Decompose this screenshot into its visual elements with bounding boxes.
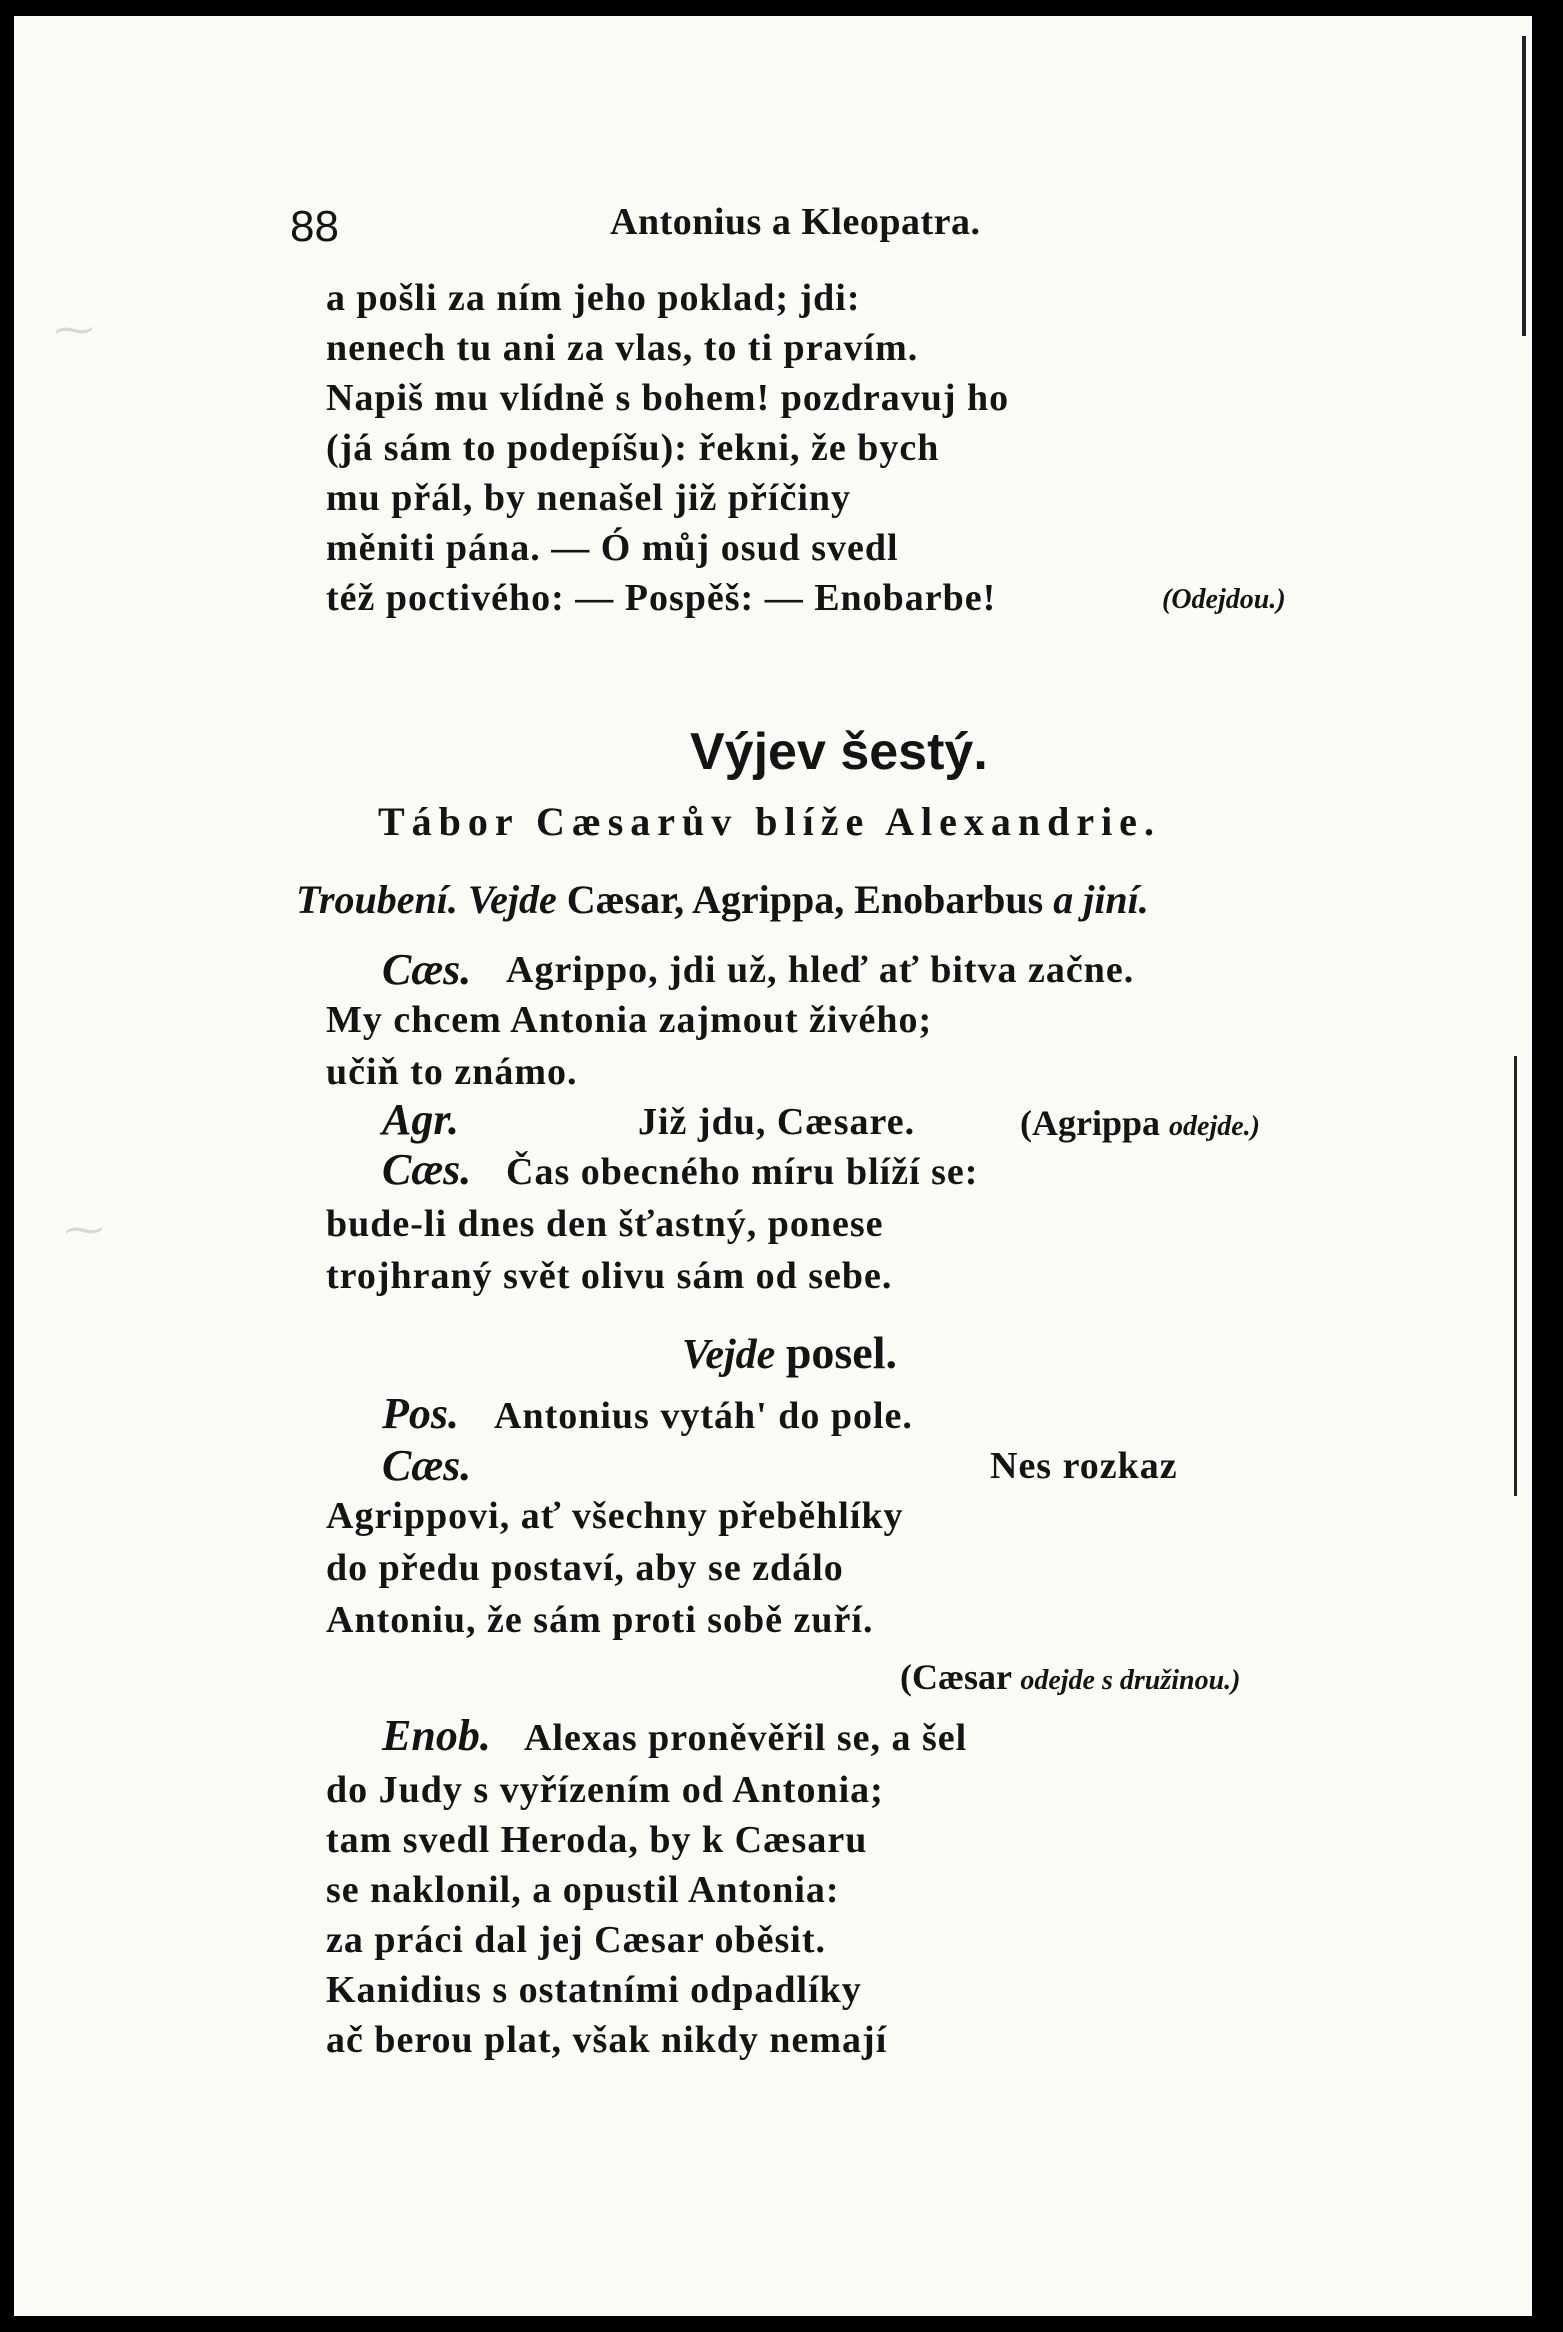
verse-line: učiň to známo. bbox=[326, 1051, 578, 1093]
verse-line: bude-li dnes den šťastný, ponese bbox=[326, 1203, 884, 1245]
speaker-label: Cæs. bbox=[382, 945, 472, 994]
verse-line: též poctivého: — Pospěš: — Enobarbe! bbox=[326, 577, 997, 619]
verse-line: tam svedl Heroda, by k Cæsaru bbox=[326, 1819, 868, 1861]
speaker-label: Enob. bbox=[382, 1711, 491, 1760]
stage-direction-text: odejde.) bbox=[1169, 1111, 1260, 1142]
margin-pencil-mark: ⁓ bbox=[54, 307, 94, 352]
verse-line: Agrippo, jdi už, hleď ať bitva začne. bbox=[506, 949, 1135, 991]
page-number: 88 bbox=[290, 202, 339, 251]
verse-line: (já sám to podepíšu): řekni, že bych bbox=[326, 427, 940, 469]
stage-direction-name: (Agrippa bbox=[1020, 1103, 1161, 1143]
stage-direction-text: odejde s družinou.) bbox=[1020, 1665, 1241, 1696]
speaker-label: Agr. bbox=[382, 1095, 460, 1144]
verse-line: ač berou plat, však nikdy nemají bbox=[326, 2019, 888, 2061]
verse-line: a pošli za ním jeho poklad; jdi: bbox=[326, 277, 861, 319]
verse-line: trojhraný svět olivu sám od sebe. bbox=[326, 1255, 893, 1297]
book-page bbox=[14, 16, 1532, 2316]
stage-direction-text: a jiní. bbox=[1053, 877, 1149, 922]
verse-line: měniti pána. — Ó můj osud svedl bbox=[326, 527, 899, 569]
binding-edge bbox=[1514, 1056, 1517, 1496]
scene-entry-direction bbox=[296, 876, 1149, 923]
verse-line: Agrippovi, ať všechny přeběhlíky bbox=[326, 1495, 904, 1537]
character-name: posel. bbox=[785, 1327, 897, 1378]
entry-direction bbox=[682, 1326, 897, 1379]
verse-line: Alexas proněvěřil se, a šel bbox=[524, 1717, 968, 1759]
verse-line: Napiš mu vlídně s bohem! pozdravuj ho bbox=[326, 377, 1010, 419]
stage-direction: (Odejdou.) bbox=[1162, 584, 1286, 615]
speaker-label: Cæs. bbox=[382, 1145, 472, 1194]
stage-direction bbox=[1020, 1102, 1260, 1144]
verse-line: za práci dal jej Cæsar oběsit. bbox=[326, 1919, 827, 1961]
speaker-label: Pos. bbox=[382, 1389, 459, 1438]
character-names: Cæsar, Agrippa, Enobarbus bbox=[566, 877, 1044, 922]
verse-line: Nes rozkaz bbox=[990, 1445, 1178, 1487]
verse-line: Čas obecného míru blíží se: bbox=[506, 1151, 979, 1193]
verse-line: Antoniu, že sám proti sobě zuří. bbox=[326, 1599, 874, 1641]
scene-location: Tábor Cæsarův blíže Alexandrie. bbox=[378, 799, 1161, 844]
verse-line: My chcem Antonia zajmout živého; bbox=[326, 999, 933, 1041]
speaker-label: Cæs. bbox=[382, 1441, 472, 1490]
running-title: Antonius a Kleopatra. bbox=[610, 201, 981, 243]
stage-direction-text: Troubení. bbox=[296, 877, 458, 922]
stage-direction bbox=[900, 1656, 1240, 1698]
scene-title: Výjev šestý. bbox=[690, 723, 988, 781]
verse-line: se naklonil, a opustil Antonia: bbox=[326, 1869, 840, 1911]
verse-line: Antonius vytáh' do pole. bbox=[494, 1395, 913, 1437]
stage-direction-text: Vejde bbox=[467, 877, 557, 922]
verse-line: do předu postaví, aby se zdálo bbox=[326, 1547, 844, 1589]
stage-direction-text: Vejde bbox=[682, 1332, 776, 1378]
verse-line: mu přál, by nenašel již příčiny bbox=[326, 477, 852, 519]
verse-line: Kanidius s ostatními odpadlíky bbox=[326, 1969, 862, 2011]
verse-line: do Judy s vyřízením od Antonia; bbox=[326, 1769, 884, 1811]
verse-line: Již jdu, Cæsare. bbox=[638, 1101, 916, 1143]
stage-direction-name: (Cæsar bbox=[900, 1657, 1012, 1697]
binding-edge bbox=[1522, 36, 1526, 336]
margin-pencil-mark: ⁓ bbox=[64, 1207, 104, 1252]
verse-line: nenech tu ani za vlas, to ti pravím. bbox=[326, 327, 919, 369]
